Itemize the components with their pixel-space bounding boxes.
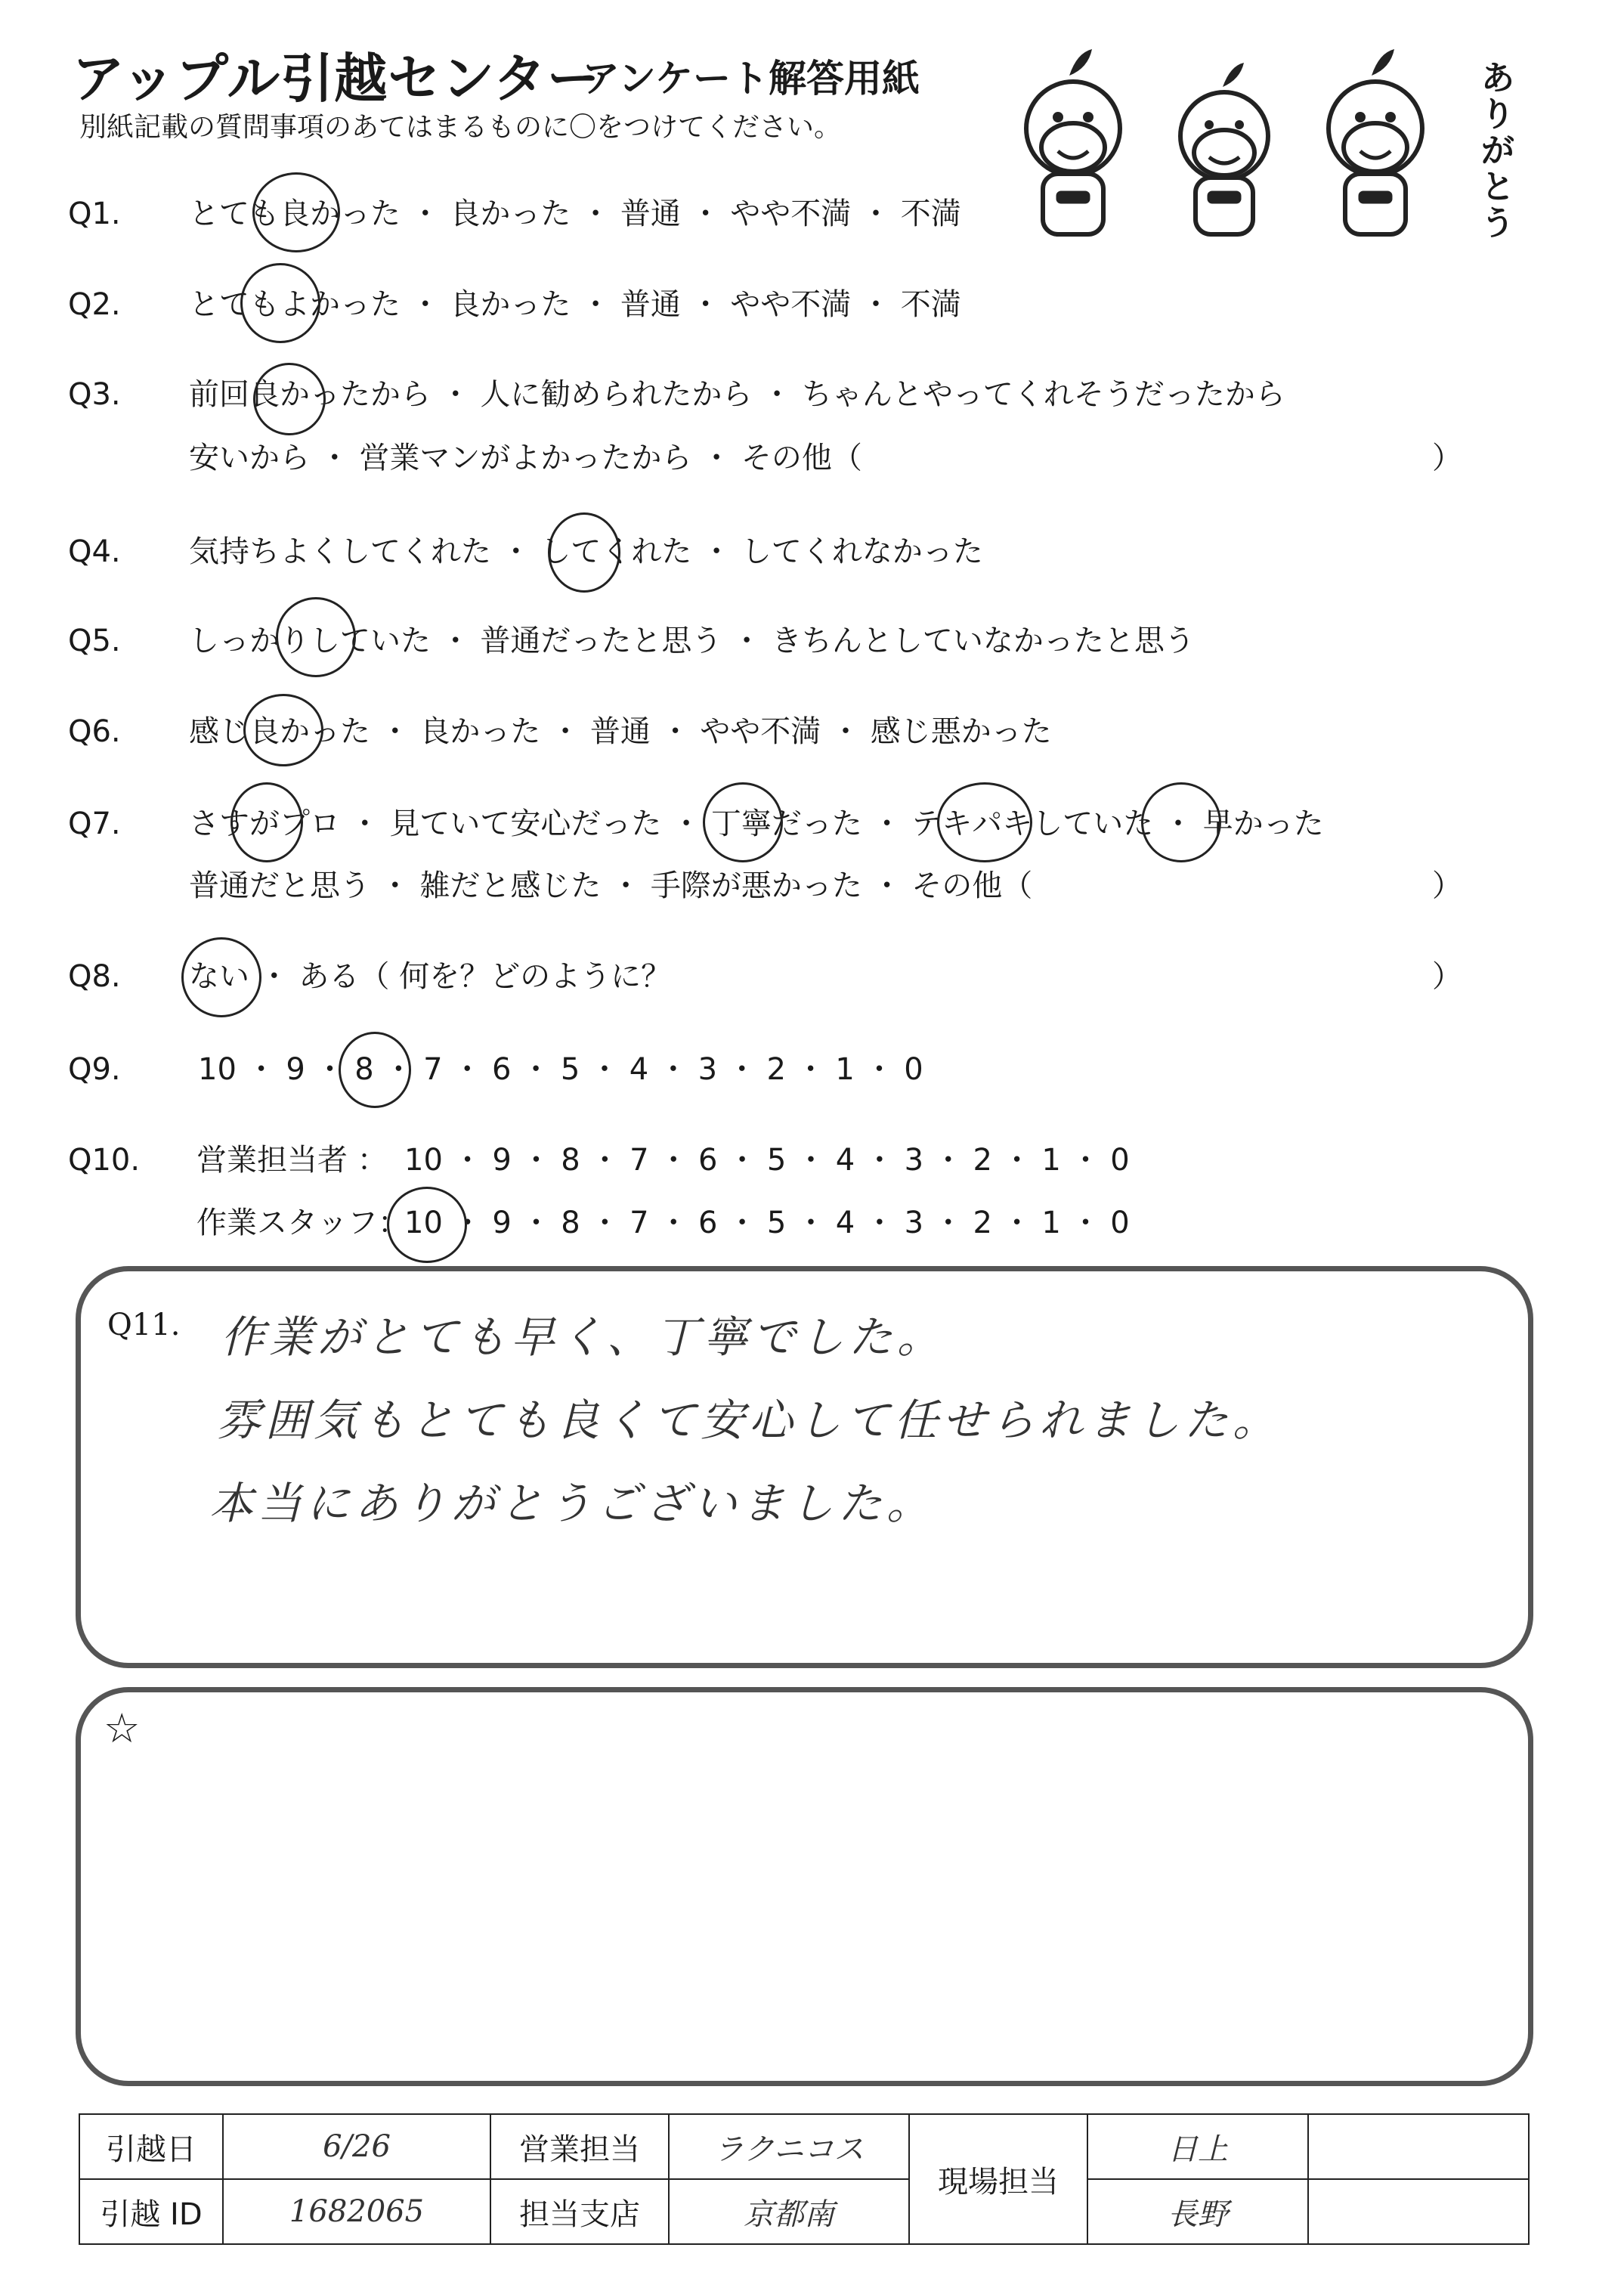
question-options: とても良かった ・ 良かった ・ 普通 ・ やや不満 ・ 不満 <box>189 197 961 231</box>
move-info-table <box>79 2113 1530 2245</box>
question-options: 10 ・ 9 ・ 8 ・ 7 ・ 6 ・ 5 ・ 4 ・ 3 ・ 2 ・ 1 ・ 0 <box>198 1052 923 1087</box>
work-staff-label: 作業スタッフ： <box>196 1206 408 1240</box>
question-options: ない ・ ある（ 何を？どのように？ <box>189 959 672 994</box>
question-options: 気持ちよくしてくれた ・ してくれた ・ してくれなかった <box>189 534 983 569</box>
sales-staff-scale: 10 ・ 9 ・ 8 ・ 7 ・ 6 ・ 5 ・ 4 ・ 3 ・ 2 ・ 1 ・ 0 <box>404 1143 1130 1178</box>
answer-circle <box>240 263 320 343</box>
q11-comment-box <box>76 1266 1533 1668</box>
question-options: さすがプロ ・ 見ていて安心だった ・ 丁寧だった ・ テキパキしていた ・ 早かった <box>189 806 1324 841</box>
answer-circle <box>230 782 303 862</box>
star-comment-box <box>76 1687 1533 2086</box>
question-options: しっかりしていた ・ 普通だったと思う ・ きちんとしていなかったと思う <box>189 624 1195 658</box>
question-label: Q2. <box>68 287 121 322</box>
work-staff-scale: 10 ・ 9 ・ 8 ・ 7 ・ 6 ・ 5 ・ 4 ・ 3 ・ 2 ・ 1 ・ 0 <box>404 1206 1130 1240</box>
q11-comment-line-2: 雰囲気もとても良くて安心して任せられました。 <box>217 1395 1282 1446</box>
question-label: Q8. <box>68 959 121 994</box>
question-options: 感じ良かった ・ 良かった ・ 普通 ・ やや不満 ・ 感じ悪かった <box>189 714 1052 749</box>
sales-rep-label: 営業担当 <box>490 2114 669 2179</box>
sales-rep-value: ラクニコス <box>669 2114 909 2179</box>
answer-circle <box>252 172 340 252</box>
sales-staff-label: 営業担当者 ： <box>196 1143 388 1178</box>
other-close-paren: ） <box>1432 868 1462 903</box>
answer-circle <box>253 363 326 435</box>
question-label: Q10. <box>68 1143 141 1178</box>
branch-label: 担当支店 <box>490 2179 669 2244</box>
question-options: 前回良かったから ・ 人に勧められたから ・ ちゃんとやってくれそうだったから <box>189 377 1285 412</box>
question-label: Q1. <box>68 197 121 231</box>
answer-circle <box>703 782 783 862</box>
site-rep-value-2: 長野 <box>1087 2179 1308 2244</box>
answer-circle <box>548 512 620 593</box>
site-rep-label: 現場担当 <box>909 2114 1087 2244</box>
answer-circle <box>339 1032 411 1108</box>
mascot-illustration-icon <box>982 45 1527 249</box>
move-id-value: 1682065 <box>223 2179 490 2244</box>
question-label: Q7. <box>68 806 121 841</box>
question-options: 普通だと思う ・ 雑だと感じた ・ 手際が悪かった ・ その他（ <box>189 868 1033 903</box>
form-subtitle: アンケート解答用紙 <box>582 57 920 101</box>
q11-comment-line-1: 作業がとても早く、丁寧でした。 <box>221 1311 945 1363</box>
blank-cell <box>1308 2114 1529 2179</box>
q11-label: Q11. <box>107 1308 181 1342</box>
question-options: とてもよかった ・ 良かった ・ 普通 ・ やや不満 ・ 不満 <box>189 287 961 322</box>
question-options: 安いから ・ 営業マンがよかったから ・ その他（ <box>189 441 862 475</box>
question-label: Q3. <box>68 377 121 412</box>
question-label: Q9. <box>68 1052 121 1087</box>
other-close-paren: ） <box>1432 959 1462 994</box>
question-label: Q6. <box>68 714 121 749</box>
site-rep-value-1: 日上 <box>1087 2114 1308 2179</box>
instruction-text: 別紙記載の質問事項のあてはまるものに〇をつけてください。 <box>79 112 842 143</box>
move-date-value: 6/26 <box>223 2114 490 2179</box>
mascot-thanks-text: ありがとう <box>1481 59 1514 243</box>
q11-comment-line-3: 本当にありがとうございました。 <box>209 1478 936 1529</box>
move-date-label: 引越日 <box>79 2114 223 2179</box>
answer-circle <box>181 937 261 1017</box>
answer-circle <box>387 1187 467 1263</box>
question-label: Q4. <box>68 534 121 569</box>
branch-value: 京都南 <box>669 2179 909 2244</box>
blank-cell <box>1308 2179 1529 2244</box>
question-label: Q5. <box>68 624 121 658</box>
star-icon: ☆ <box>104 1704 141 1752</box>
answer-circle <box>276 597 356 677</box>
move-id-label: 引越 ID <box>79 2179 223 2244</box>
other-close-paren: ） <box>1432 441 1462 475</box>
brand-title: アップル引越センター <box>72 48 601 110</box>
answer-circle <box>937 782 1032 862</box>
answer-circle <box>1141 782 1221 862</box>
answer-circle <box>243 694 323 766</box>
